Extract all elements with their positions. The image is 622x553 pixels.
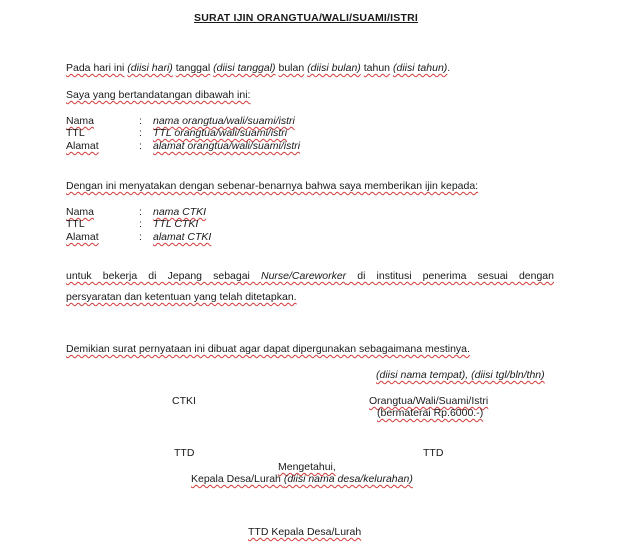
opening-text-2: tanggal bbox=[175, 62, 211, 74]
opening-year-placeholder: (diisi tahun) bbox=[393, 62, 448, 74]
village-head-ttd: TTD Kepala Desa/Lurah bbox=[248, 526, 362, 538]
parent-name-value: nama orangtua/wali/suami/istri bbox=[153, 115, 295, 127]
opening-month-placeholder: (diisi bulan) bbox=[307, 62, 361, 74]
worker-ttl-label: TTL bbox=[66, 218, 85, 230]
opening-text-4: tahun bbox=[363, 62, 391, 74]
purpose-line-2: persyaratan dan ketentuan yang telah ditetapkan. bbox=[66, 291, 297, 303]
parent-ttd: TTD bbox=[423, 447, 444, 459]
worker-address-value: alamat CTKI bbox=[153, 231, 212, 243]
parent-signature-label: Orangtua/Wali/Suami/Istri bbox=[369, 395, 489, 407]
parent-name-label: Nama bbox=[66, 115, 95, 127]
purpose-line-1 bbox=[66, 270, 554, 283]
ctki-ttd: TTD bbox=[174, 447, 195, 459]
purpose-text-c: di institusi penerima sesuai dengan bbox=[346, 270, 554, 282]
worker-address-label: Alamat bbox=[66, 231, 99, 243]
opening-day-placeholder: (diisi hari) bbox=[127, 62, 173, 74]
worker-ttl-colon: : bbox=[139, 218, 142, 230]
worker-name-colon: : bbox=[139, 206, 142, 218]
closing-line: Demikian surat pernyataan ini dibuat agar dapat dipergunakan sebagaimana mestinya. bbox=[66, 343, 470, 355]
worker-name-label: Nama bbox=[66, 206, 95, 218]
document-title: SURAT IJIN ORANGTUA/WALI/SUAMI/ISTRI bbox=[194, 12, 419, 24]
worker-address-colon: : bbox=[139, 231, 142, 243]
declaration-line: Dengan ini menyatakan dengan sebenar-benarnya bahwa saya memberikan ijin kepada: bbox=[66, 180, 479, 192]
opening-text-3: bulan bbox=[278, 62, 305, 74]
purpose-role: Nurse/Careworker bbox=[260, 270, 347, 282]
purpose-text-a: untuk bekerja di Jepang sebagai bbox=[66, 270, 261, 282]
place-date-line: (diisi nama tempat), (diisi tgl/bln/thn) bbox=[376, 369, 545, 381]
parent-ttl-value: TTL orangtua/wali/suami/istri bbox=[153, 127, 288, 139]
opening-period: . bbox=[447, 62, 451, 74]
acknowledge-label: Mengetahui, bbox=[278, 461, 336, 473]
stamp-duty-note: (bermaterai Rp.6000.-) bbox=[377, 407, 484, 419]
parent-ttl-label: TTL bbox=[66, 127, 85, 139]
opening-text-1: Pada hari ini bbox=[66, 62, 125, 74]
undersigned-line: Saya yang bertandatangan dibawah ini: bbox=[66, 89, 251, 101]
village-name-placeholder: (diisi nama desa/kelurahan) bbox=[283, 473, 413, 485]
opening-line bbox=[66, 62, 450, 75]
parent-address-label: Alamat bbox=[66, 140, 99, 152]
parent-address-value: alamat orangtua/wali/suami/istri bbox=[153, 140, 301, 152]
worker-name-value: nama CTKI bbox=[153, 206, 207, 218]
parent-name-colon: : bbox=[139, 115, 142, 127]
worker-ttl-value: TTL CTKI bbox=[153, 218, 199, 230]
village-head-line bbox=[191, 473, 413, 486]
ctki-signature-label: CTKI bbox=[172, 395, 196, 407]
village-head-label: Kepala Desa/Lurah bbox=[191, 473, 284, 485]
parent-address-colon: : bbox=[139, 140, 142, 152]
opening-date-placeholder: (diisi tanggal) bbox=[213, 62, 276, 74]
parent-ttl-colon: : bbox=[139, 127, 142, 139]
